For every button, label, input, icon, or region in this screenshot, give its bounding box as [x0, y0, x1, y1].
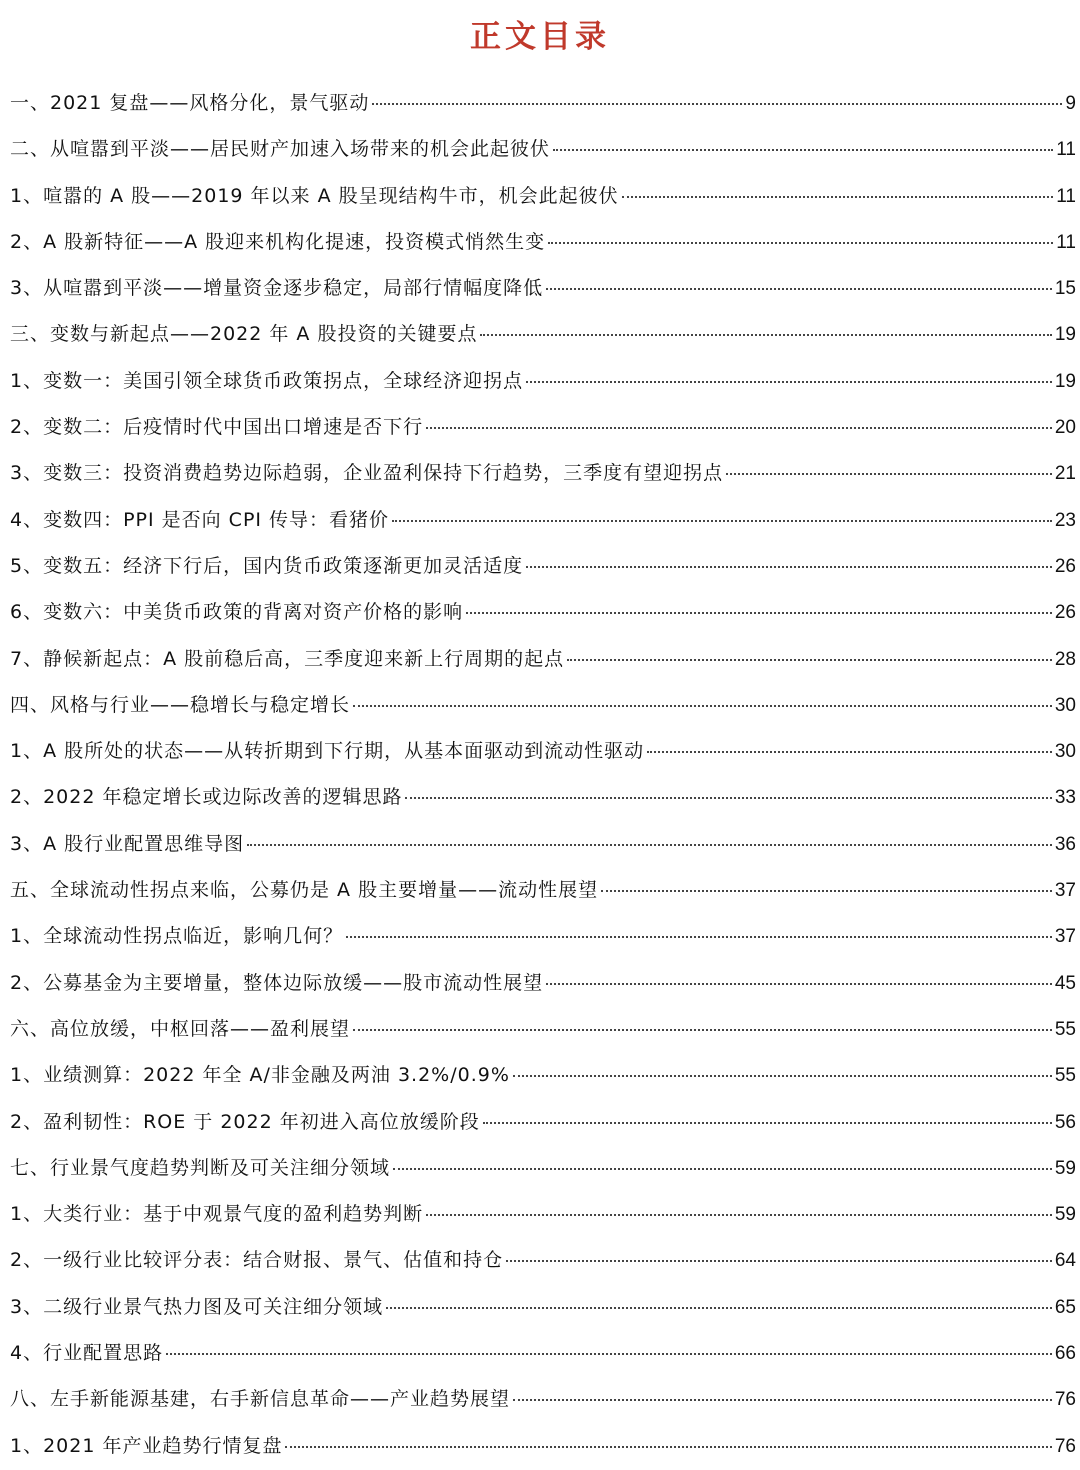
- dot-leader: [346, 936, 1052, 938]
- toc-entry-page-number: 20: [1054, 417, 1076, 439]
- toc-entry-title: 2、公募基金为主要增量，整体边际放缓——股市流动性展望: [10, 971, 544, 994]
- toc-entry[interactable]: [10, 1330, 1076, 1376]
- dot-leader: [483, 1122, 1052, 1124]
- dot-leader: [567, 659, 1052, 661]
- toc-entry-page-number: 33: [1054, 787, 1076, 809]
- toc-entry-title: 七、行业景气度趋势判断及可关注细分领域: [10, 1156, 391, 1179]
- toc-entry-title: 2、2022 年稳定增长或边际改善的逻辑思路: [10, 786, 403, 809]
- toc-entry[interactable]: [10, 1284, 1076, 1330]
- dot-leader: [726, 473, 1052, 475]
- toc-entry-title: 一、2021 复盘——风格分化，景气驱动: [10, 92, 370, 114]
- toc-entry[interactable]: [10, 219, 1076, 265]
- toc-entry-page-number: 55: [1054, 1018, 1076, 1040]
- toc-entry[interactable]: [10, 1191, 1076, 1237]
- toc-entry[interactable]: [10, 497, 1076, 543]
- toc-entry-page-number: 59: [1054, 1157, 1076, 1179]
- toc-entry-title: 五、全球流动性拐点来临，公募仍是 A 股主要增量——流动性展望: [10, 879, 599, 902]
- dot-leader: [480, 334, 1051, 336]
- toc-entry[interactable]: [10, 126, 1076, 172]
- toc-entry-title: 1、全球流动性拐点临近，影响几何？: [10, 925, 344, 948]
- toc-entry-page-number: 19: [1054, 324, 1076, 346]
- toc-entry-page-number: 19: [1054, 370, 1076, 392]
- toc-entry[interactable]: [10, 774, 1076, 820]
- toc-entry-title: 三、变数与新起点——2022 年 A 股投资的关键要点: [10, 323, 478, 346]
- toc-entry[interactable]: [10, 728, 1076, 774]
- toc-entry-title: 5、变数五：经济下行后，国内货币政策逐渐更加灵活适度: [10, 554, 524, 577]
- toc-entry-page-number: 26: [1054, 555, 1076, 577]
- dot-leader: [526, 566, 1052, 568]
- toc-entry-title: 1、A 股所处的状态——从转折期到下行期，从基本面驱动到流动性驱动: [10, 740, 645, 763]
- toc-entry[interactable]: [10, 404, 1076, 450]
- dot-leader: [353, 1029, 1052, 1031]
- dot-leader: [601, 890, 1052, 892]
- toc-entry[interactable]: [10, 311, 1076, 357]
- toc-entry-title: 1、2021 年产业趋势行情复盘: [10, 1434, 283, 1457]
- dot-leader: [546, 288, 1052, 290]
- toc-entry-title: 六、高位放缓，中枢回落——盈利展望: [10, 1017, 351, 1040]
- toc-entry[interactable]: [10, 1052, 1076, 1098]
- toc-entry[interactable]: [10, 80, 1076, 126]
- toc-entry-title: 3、二级行业景气热力图及可关注细分领域: [10, 1295, 384, 1318]
- toc-entry-page-number: 23: [1054, 509, 1076, 531]
- toc-entry-title: 3、变数三：投资消费趋势边际趋弱，企业盈利保持下行趋势，三季度有望迎拐点: [10, 462, 724, 485]
- toc-entry-title: 2、变数二：后疫情时代中国出口增速是否下行: [10, 416, 424, 439]
- dot-leader: [166, 1353, 1052, 1355]
- toc-entry-page-number: 56: [1054, 1111, 1076, 1133]
- toc-entry[interactable]: [10, 450, 1076, 496]
- dot-leader: [426, 427, 1052, 429]
- dot-leader: [466, 612, 1052, 614]
- toc-entry-title: 4、行业配置思路: [10, 1342, 164, 1365]
- dot-leader: [553, 149, 1053, 151]
- toc-entry[interactable]: [10, 867, 1076, 913]
- toc-entry-title: 4、变数四：PPI 是否向 CPI 传导：看猪价: [10, 508, 390, 531]
- toc-entry-page-number: 9: [1065, 93, 1076, 114]
- toc-entry-page-number: 65: [1054, 1296, 1076, 1318]
- toc-entry-title: 1、变数一：美国引领全球货币政策拐点，全球经济迎拐点: [10, 369, 524, 392]
- toc-entry-page-number: 55: [1054, 1065, 1076, 1087]
- toc-entry-page-number: 66: [1054, 1343, 1076, 1365]
- toc-entry[interactable]: [10, 821, 1076, 867]
- toc-entry-page-number: 30: [1054, 741, 1076, 763]
- toc-entry[interactable]: [10, 589, 1076, 635]
- dot-leader: [353, 705, 1052, 707]
- toc-entry[interactable]: [10, 960, 1076, 1006]
- dot-leader: [548, 242, 1053, 244]
- toc-entry-title: 7、静候新起点：A 股前稳后高，三季度迎来新上行周期的起点: [10, 647, 565, 670]
- dot-leader: [386, 1307, 1052, 1309]
- toc-entry-title: 八、左手新能源基建，右手新信息革命——产业趋势展望: [10, 1388, 511, 1411]
- toc-entry[interactable]: [10, 1006, 1076, 1052]
- toc-entry[interactable]: [10, 1376, 1076, 1422]
- dot-leader: [405, 797, 1051, 799]
- dot-leader: [513, 1075, 1052, 1077]
- toc-entry-page-number: 64: [1054, 1250, 1076, 1272]
- toc-entry-page-number: 59: [1054, 1204, 1076, 1226]
- page-title: 正文目录: [470, 19, 610, 55]
- toc-entry-page-number: 11: [1056, 139, 1076, 161]
- toc-entry[interactable]: [10, 265, 1076, 311]
- toc-entry-title: 2、盈利韧性：ROE 于 2022 年初进入高位放缓阶段: [10, 1110, 480, 1133]
- toc-entry-page-number: 37: [1054, 880, 1076, 902]
- dot-leader: [247, 844, 1052, 846]
- toc-entry-page-number: 76: [1054, 1435, 1076, 1457]
- toc-entry-title: 6、变数六：中美货币政策的背离对资产价格的影响: [10, 601, 464, 624]
- dot-leader: [372, 103, 1062, 105]
- toc-entry[interactable]: [10, 543, 1076, 589]
- toc-entry-title: 3、从喧嚣到平淡——增量资金逐步稳定，局部行情幅度降低: [10, 277, 544, 300]
- toc-entry-title: 1、大类行业：基于中观景气度的盈利趋势判断: [10, 1203, 424, 1226]
- dot-leader: [393, 1168, 1052, 1170]
- toc-entry-page-number: 30: [1054, 694, 1076, 716]
- toc-entry-title: 四、风格与行业——稳增长与稳定增长: [10, 693, 351, 716]
- toc-entry[interactable]: [10, 1145, 1076, 1191]
- dot-leader: [622, 196, 1054, 198]
- dot-leader: [526, 381, 1052, 383]
- toc-entry-page-number: 11: [1056, 231, 1076, 253]
- toc-entry-title: 2、A 股新特征——A 股迎来机构化提速，投资模式悄然生变: [10, 230, 546, 253]
- toc-entry[interactable]: [10, 173, 1076, 219]
- toc-entry[interactable]: [10, 1099, 1076, 1145]
- toc-entry-title: 1、业绩测算：2022 年全 A/非金融及两油 3.2%/0.9%: [10, 1064, 510, 1087]
- toc-entry-page-number: 26: [1054, 602, 1076, 624]
- toc-entry-page-number: 28: [1054, 648, 1076, 670]
- dot-leader: [513, 1399, 1052, 1401]
- toc-entry-page-number: 21: [1054, 463, 1076, 485]
- toc-entry-title: 2、一级行业比较评分表：结合财报、景气、估值和持仓: [10, 1249, 504, 1272]
- toc-entry-page-number: 76: [1054, 1389, 1076, 1411]
- toc-entry-title: 1、喧嚣的 A 股——2019 年以来 A 股呈现结构牛市，机会此起彼伏: [10, 184, 619, 207]
- toc-entry-page-number: 37: [1054, 926, 1076, 948]
- table-of-contents: [10, 80, 1076, 1469]
- toc-entry-page-number: 15: [1054, 278, 1076, 300]
- toc-entry[interactable]: [10, 358, 1076, 404]
- dot-leader: [647, 751, 1052, 753]
- toc-entry-page-number: 11: [1056, 185, 1076, 207]
- dot-leader: [546, 983, 1052, 985]
- toc-entry-title: 二、从喧嚣到平淡——居民财产加速入场带来的机会此起彼伏: [10, 138, 551, 161]
- dot-leader: [392, 520, 1052, 522]
- dot-leader: [426, 1214, 1052, 1216]
- toc-entry[interactable]: [10, 682, 1076, 728]
- toc-entry-page-number: 45: [1054, 972, 1076, 994]
- dot-leader: [506, 1260, 1052, 1262]
- toc-entry[interactable]: [10, 913, 1076, 959]
- toc-entry[interactable]: [10, 636, 1076, 682]
- toc-entry[interactable]: [10, 1423, 1076, 1469]
- toc-entry-title: 3、A 股行业配置思维导图: [10, 832, 245, 855]
- dot-leader: [285, 1446, 1051, 1448]
- toc-entry[interactable]: [10, 1237, 1076, 1283]
- toc-entry-page-number: 36: [1054, 833, 1076, 855]
